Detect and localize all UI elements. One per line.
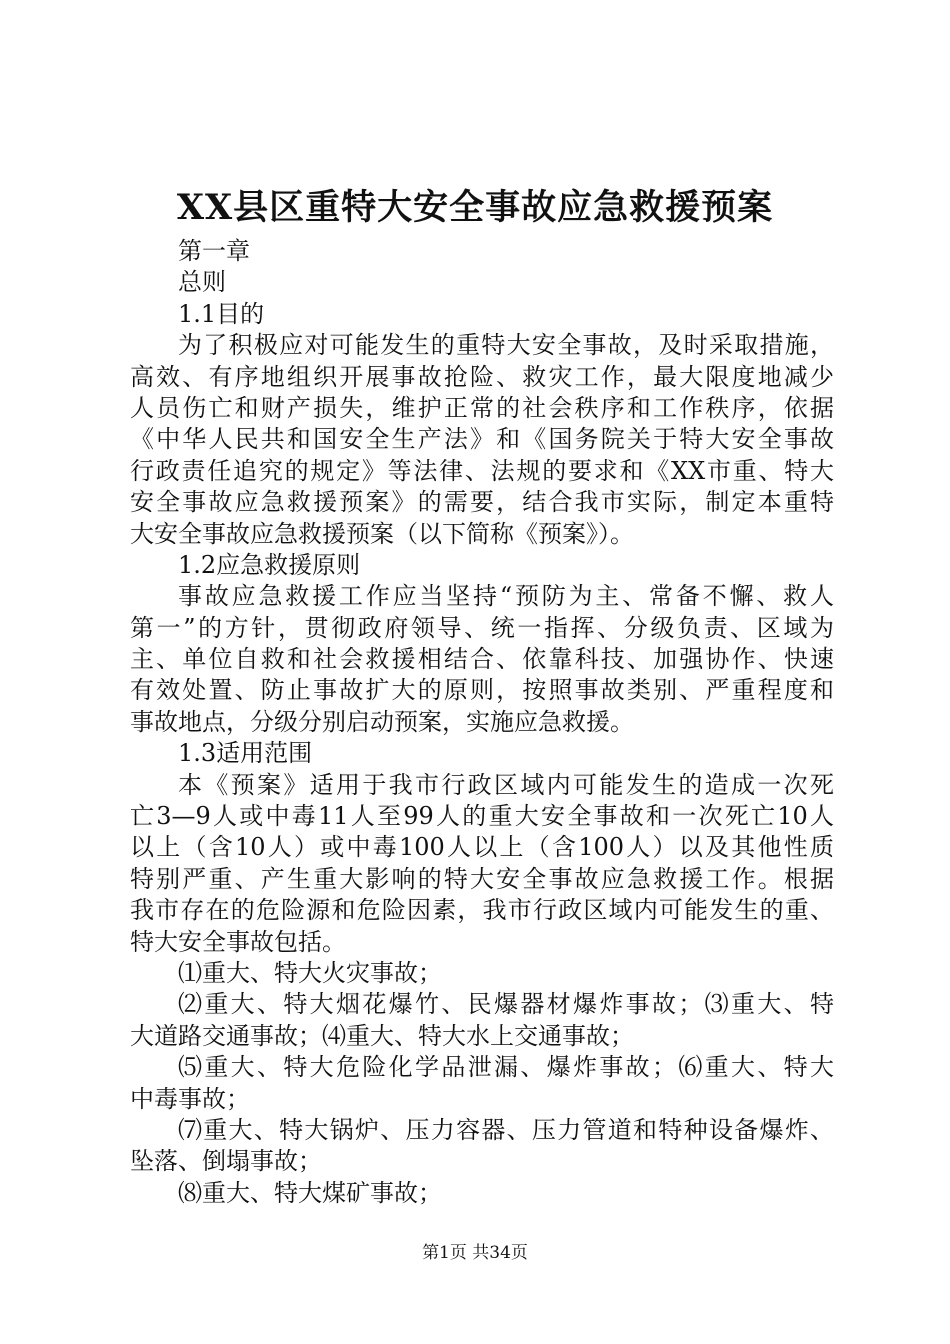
list-item-continuation: 大道路交通事故；⑷重大、特大水上交通事故；: [130, 1021, 634, 1050]
chapter-number: 第一章: [178, 237, 250, 265]
paragraph-line: 为了积极应对可能发生的重特大安全事故，及时采取措施，: [178, 331, 834, 360]
list-item-continuation: 坠落、倒塌事故；: [130, 1147, 322, 1176]
paragraph-line: 我市存在的危险源和危险因素，我市行政区域内可能发生的重、: [130, 896, 834, 925]
list-item-continuation: 中毒事故；: [130, 1084, 250, 1113]
paragraph-line: 事故应急救援工作应当坚持“预防为主、常备不懈、救人: [178, 582, 834, 611]
paragraph-line: 人员伤亡和财产损失，维护正常的社会秩序和工作秩序，依据: [130, 393, 834, 422]
page-number: 第1页 共34页: [422, 1243, 528, 1263]
paragraph-line: 安全事故应急救援预案》的需要，结合我市实际，制定本重特: [130, 488, 834, 517]
paragraph-line: 有效处置、防止事故扩大的原则，按照事故类别、严重程度和: [130, 676, 834, 705]
paragraph-line: 亡3—9人或中毒11人至99人的重大安全事故和一次死亡10人: [130, 802, 834, 831]
paragraph-line: 《中华人民共和国安全生产法》和《国务院关于特大安全事故: [130, 425, 834, 454]
chapter-title: 总则: [178, 268, 226, 297]
list-item: ⑵重大、特大烟花爆竹、民爆器材爆炸事故；⑶重大、特: [178, 990, 834, 1019]
paragraph-line: 特大安全事故包括。: [130, 927, 346, 956]
paragraph-line: 行政责任追究的规定》等法律、法规的要求和《XX市重、特大: [130, 456, 834, 485]
list-item: ⑻重大、特大煤矿事故；: [178, 1178, 442, 1207]
list-item: ⑺重大、特大锅炉、压力容器、压力管道和特种设备爆炸、: [178, 1115, 834, 1144]
paragraph-line: 主、单位自救和社会救援相结合、依靠科技、加强协作、快速: [130, 645, 834, 674]
section-heading: 1.2应急救援原则: [178, 550, 361, 579]
paragraph-line: 事故地点，分级分别启动预案，实施应急救援。: [130, 707, 634, 736]
document-body: [130, 236, 834, 1209]
section-heading: 1.1目的: [178, 299, 265, 328]
paragraph-line: 高效、有序地组织开展事故抢险、救灾工作，最大限度地减少: [130, 362, 834, 391]
paragraph-line: 大安全事故应急救援预案（以下简称《预案》）。: [130, 519, 634, 548]
paragraph-line: 以上（含10人）或中毒100人以上（含100人）以及其他性质: [130, 833, 834, 862]
section-heading: 1.3适用范围: [178, 739, 313, 768]
list-item: ⑴重大、特大火灾事故；: [178, 958, 442, 987]
paragraph-line: 特别严重、产生重大影响的特大安全事故应急救援工作。根据: [130, 864, 834, 893]
document-title: XX县区重特大安全事故应急救援预案: [176, 187, 774, 228]
list-item: ⑸重大、特大危险化学品泄漏、爆炸事故；⑹重大、特大: [178, 1053, 834, 1082]
paragraph-line: 本《预案》适用于我市行政区域内可能发生的造成一次死: [178, 770, 834, 799]
paragraph-line: 第一”的方针，贯彻政府领导、统一指挥、分级负责、区域为: [130, 613, 834, 642]
